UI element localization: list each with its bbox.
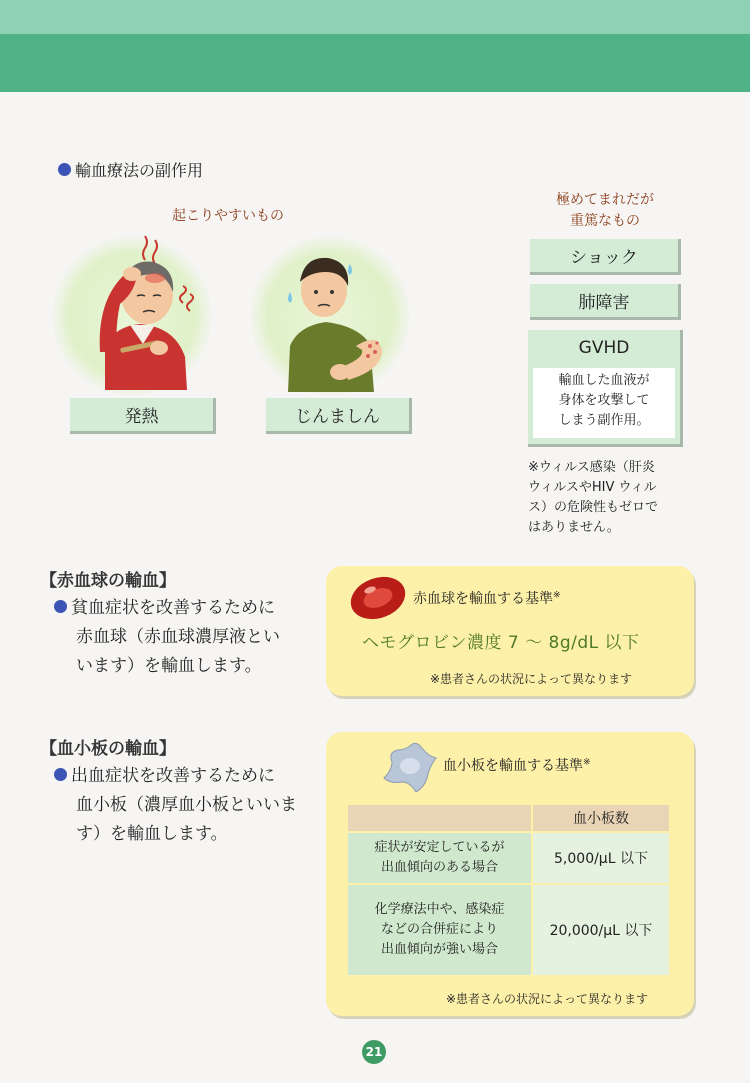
hemoglobin-threshold: ヘモグロビン濃度 7 ～ 8g/dL 以下 [362,633,640,653]
side-effects-heading: 輸血療法の副作用 [58,158,203,181]
rbc-criteria-note: ※患者さんの状況によって異なります [430,672,633,686]
bullet-icon [54,768,67,781]
virus-note: ※ウィルス感染（肝炎 ウィルスやHIV ウィル ス）の危険性もゼロで はありません。 [528,460,659,535]
rbc-criteria-title: 赤血球を輸血する基準※ [413,590,561,607]
platelet-heading: 【血小板の輸血】 [40,739,176,759]
table-header-platelet-count: 血小板数 [532,804,670,832]
gvhd-title: GVHD [578,338,630,358]
platelet-body: 出血症状を改善するために 血小板（濃厚血小板といいま す）を輸血します。 [54,762,314,849]
table-header-blank [347,804,532,832]
rbc-heading: 【赤血球の輸血】 [40,571,176,591]
hives-man-illustration [278,246,398,392]
common-effects-label: 起こりやすいもの [172,208,284,224]
bullet-icon [54,600,67,613]
page-number: 21 [362,1040,386,1064]
fever-man-illustration [75,232,215,390]
fever-label: 発熱 [70,398,216,434]
shock-label: ショック [530,239,681,275]
table-cell-threshold: 5,000/μL 以下 [532,832,670,884]
platelet-criteria-title: 血小板を輸血する基準※ [443,757,591,774]
table-cell-threshold: 20,000/μL 以下 [532,884,670,976]
hives-label: じんましん [266,398,412,434]
platelet-criteria-table [346,803,671,977]
rare-effects-label: 極めてまれだが 重篤なもの [556,192,654,229]
table-cell-condition: 化学療法中や、感染症 などの合併症により 出血傾向が強い場合 [347,884,532,976]
lung-injury-label: 肺障害 [530,284,681,320]
table-cell-condition: 症状が安定しているが 出血傾向のある場合 [347,832,532,884]
table-header-row [347,804,670,832]
platelet-icon [380,738,440,796]
header-band-dark [0,34,750,92]
rbc-body: 貧血症状を改善するために 赤血球（赤血球濃厚液とい います）を輸血します。 [54,594,314,681]
bullet-icon [58,163,71,176]
platelet-criteria-note: ※患者さんの状況によって異なります [446,992,649,1006]
gvhd-box [528,330,683,447]
table-row [347,832,670,884]
red-blood-cell-icon [348,574,408,622]
table-row [347,884,670,976]
header-band-light [0,0,750,34]
gvhd-description: 輸血した血液が 身体を攻撃して しまう副作用。 [533,368,675,438]
